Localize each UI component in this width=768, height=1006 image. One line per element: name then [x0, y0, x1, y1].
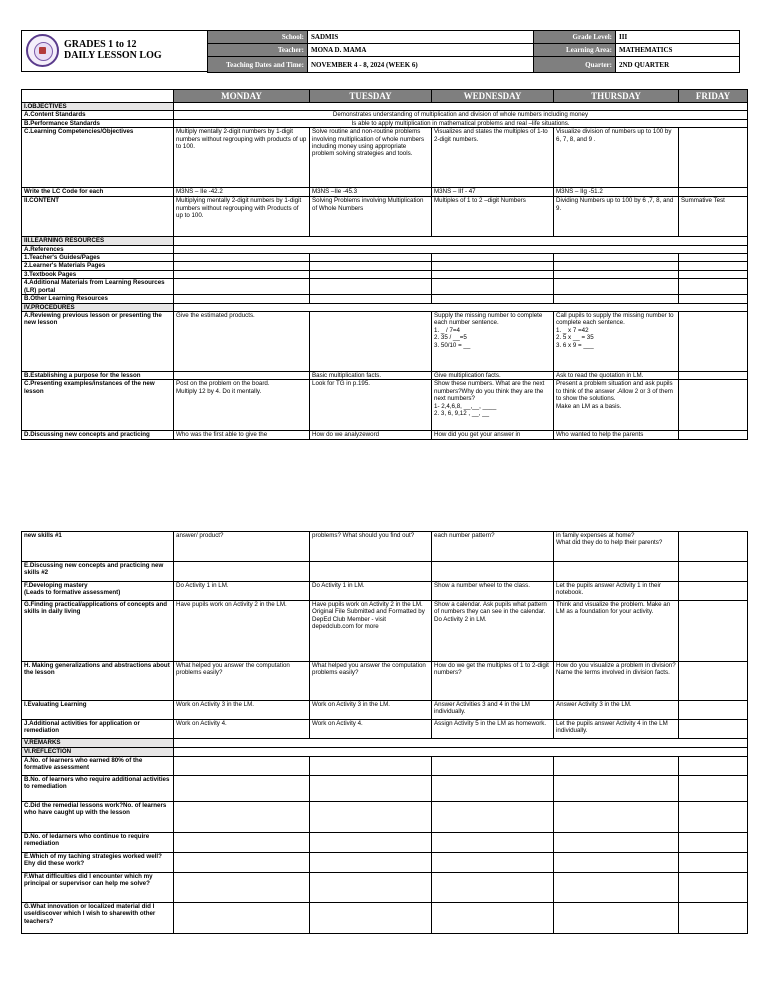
competency-monday: Multiply mentally 2-digit numbers by 1-digit numbers without regrouping with products of up to 100. [174, 128, 310, 188]
lc-code-wednesday: M3NS – IIf - 47 [432, 188, 554, 197]
presenting-row [22, 380, 748, 431]
lesson-table-part-2 [21, 531, 748, 934]
content-standards-value: Demonstrates understanding of multiplication and division of whole numbers including money [174, 111, 748, 119]
mastery-friday [679, 582, 748, 601]
area-value: MATHEMATICS [616, 44, 740, 57]
competencies-label: C.Learning Competencies/Objectives [22, 128, 174, 188]
resource-row [22, 279, 748, 295]
purpose-thursday: Ask to read the quotation in LM. [554, 372, 679, 380]
review-thursday: Call pupils to supply the missing number to complete each sentence. 1. _ x 7 =42 2. 5 x __ = 35 3. 6 x 9 = ___ [554, 312, 679, 372]
performance-standards-row [22, 119, 748, 127]
additional-friday [679, 720, 748, 739]
generalizations-wednesday: How do we get the multiples of 1 to 2-digit numbers? [432, 662, 554, 701]
objectives-row [22, 103, 748, 111]
mastery-row [22, 582, 748, 601]
evaluating-label: I.Evaluating Learning [22, 701, 174, 720]
review-wednesday: Supply the missing number to complete each number sentence. 1. _ / 7=4 2. 35 / __=5 3. 50/10 = __ [432, 312, 554, 372]
review-monday: Give the estimated products. [174, 312, 310, 372]
reflection-row [22, 833, 748, 853]
lesson-table-part-1 [21, 89, 748, 440]
reflection-row [22, 853, 748, 873]
resource-label: B.Other Learning Resources [22, 295, 174, 303]
mastery-label: F.Developing mastery (Leads to formative assessment) [22, 582, 174, 601]
additional-row [22, 720, 748, 739]
review-tuesday [310, 312, 432, 372]
procedures-title: IV.PROCEDURES [22, 303, 174, 311]
reflection-row [22, 903, 748, 934]
purpose-row [22, 372, 748, 380]
remarks-title: V.REMARKS [22, 739, 174, 748]
generalizations-monday: What helped you answer the computation problems easily? [174, 662, 310, 701]
competency-thursday: Visualize division of numbers up to 100 by 6, 7, 8, and 9 . [554, 128, 679, 188]
teacher-value: MONA D. MAMA [308, 44, 534, 57]
evaluating-wednesday: Answer Activities 3 and 4 in the LM individually. [432, 701, 554, 720]
content-row [22, 197, 748, 237]
reflection-label: A.No. of learners who earned 80% of the formative assessment [22, 757, 174, 776]
discussing-1-thursday-start: Who wanted to help the parents [554, 431, 679, 439]
competency-wednesday: Visualizes and states the multiples of 1-to 2-digit numbers. [432, 128, 554, 188]
reflection-label: D.No. of ledarners who continue to require remediation [22, 833, 174, 853]
resource-row [22, 254, 748, 262]
purpose-monday [174, 372, 310, 380]
lc-code-friday [679, 188, 748, 197]
discussing-1-wednesday-start: How did you get your answer in [432, 431, 554, 439]
review-label: A.Reviewing previous lesson or presenting the new lesson [22, 312, 174, 372]
reflection-row [22, 802, 748, 833]
lc-code-monday: M3NS – IIe -42.2 [174, 188, 310, 197]
lc-code-thursday: M3NS – IIg -51.2 [554, 188, 679, 197]
content-tuesday: Solving Problems involving Multiplication of Whole Numbers [310, 197, 432, 237]
evaluating-thursday: Answer Activity 3 in the LM. [554, 701, 679, 720]
presenting-monday: Post on the problem on the board. Multiply 12 by 4. Do it mentally. [174, 380, 310, 431]
review-row [22, 312, 748, 372]
performance-standards-label: B.Performance Standards [22, 119, 174, 127]
mastery-thursday: Let the pupils answer Activity 1 in their notebook. [554, 582, 679, 601]
generalizations-label: H. Making generalizations and abstractions about the lesson [22, 662, 174, 701]
content-monday: Multiplying mentally 2-digit numbers by 1-digit numbers without regrouping with Products of up to 100. [174, 197, 310, 237]
purpose-wednesday: Give multiplication facts. [432, 372, 554, 380]
reflection-row [22, 776, 748, 802]
evaluating-tuesday: Work on Activity 3 in the LM. [310, 701, 432, 720]
competency-tuesday: Solve routine and non-routine problems involving multiplication of whole numbers including money using appropriate problem solving strategies and tools. [310, 128, 432, 188]
practical-row [22, 601, 748, 662]
reflection-row [22, 757, 748, 776]
lc-code-label: Write the LC Code for each [22, 188, 174, 197]
presenting-thursday: Present a problem situation and ask pupils to think of the answer .Allow 2 or 3 of them to show the solutions. Make an LM as a basis. [554, 380, 679, 431]
purpose-friday [679, 372, 748, 380]
purpose-tuesday: Basic multiplication facts. [310, 372, 432, 380]
additional-wednesday: Assign Activity 5 in the LM as homework. [432, 720, 554, 739]
evaluating-row [22, 701, 748, 720]
resource-label: 4.Additional Materials from Learning Resources (LR) portal [22, 279, 174, 295]
teacher-label: Teacher: [208, 44, 308, 57]
discussing-1-friday-end [679, 532, 748, 562]
additional-label: J.Additional activities for application or remediation [22, 720, 174, 739]
resource-row [22, 245, 748, 253]
reflection-label: E.Which of my taching strategies worked well?Ehy did these work? [22, 853, 174, 873]
title-line-2: DAILY LESSON LOG [64, 50, 162, 61]
resources-title-row [22, 237, 748, 245]
mastery-monday: Do Activity 1 in LM. [174, 582, 310, 601]
reflection-label: C.Did the remedial lessons work?No. of learners who have caught up with the lesson [22, 802, 174, 833]
content-friday: Summative Test [679, 197, 748, 237]
discussing-1-thursday-end: in family expenses at home? What did they do to help their parents? [554, 532, 679, 562]
performance-standards-value: Is able to apply multiplication in mathematical problems and real –life situations. [174, 119, 748, 127]
additional-thursday: Let the pupils answer Activity 4 in the LM individually. [554, 720, 679, 739]
grade-value: III [616, 31, 740, 44]
practical-tuesday: Have pupils work on Activity 2 in the LM. Original File Submitted and Formatted by DepEd Club Member - visit depedclub.com for more [310, 601, 432, 662]
day-monday: MONDAY [174, 90, 310, 103]
resource-label: A.References [22, 245, 174, 253]
practical-friday [679, 601, 748, 662]
additional-monday: Work on Activity 4. [174, 720, 310, 739]
area-label: Learning Area: [534, 44, 616, 57]
objectives-title: I.OBJECTIVES [22, 103, 174, 111]
discussing-1-row-start [22, 431, 748, 439]
remarks-row [22, 739, 748, 748]
resource-row [22, 262, 748, 270]
header-title [64, 39, 162, 61]
generalizations-friday [679, 662, 748, 701]
reflection-title: VI.REFLECTION [22, 748, 174, 757]
discussing-1-label-start: D.Discussing new concepts and practicing [22, 431, 174, 439]
discussing-1-wednesday-end: each number pattern? [432, 532, 554, 562]
reflection-title-row [22, 748, 748, 757]
quarter-label: Quarter: [534, 57, 616, 73]
generalizations-tuesday: What helped you answer the computation problems easily? [310, 662, 432, 701]
lc-code-tuesday: M3NS –IIe -45.3 [310, 188, 432, 197]
presenting-tuesday: Look for TG in p.195. [310, 380, 432, 431]
purpose-label: B.Establishing a purpose for the lesson [22, 372, 174, 380]
competencies-row [22, 128, 748, 188]
discussing-1-friday-start [679, 431, 748, 439]
logo-title-cell [21, 30, 209, 72]
content-wednesday: Multiples of 1 to 2 –digit Numbers [432, 197, 554, 237]
generalizations-row [22, 662, 748, 701]
day-wednesday: WEDNESDAY [432, 90, 554, 103]
generalizations-thursday: How do you visualize a problem in division? Name the terms involved in division facts. [554, 662, 679, 701]
discussing-1-monday-start: Who was the first able to give the [174, 431, 310, 439]
school-value: SADMIS [308, 31, 534, 44]
resource-label: 1.Teacher's Guides/Pages [22, 254, 174, 262]
competency-friday [679, 128, 748, 188]
content-label: II.CONTENT [22, 197, 174, 237]
practical-monday: Have pupils work on Activity 2 in the LM. [174, 601, 310, 662]
discussing-1-label-end: new skills #1 [22, 532, 174, 562]
reflection-label: F.What difficulties did I encounter which my principal or supervisor can help me solve? [22, 873, 174, 903]
reflection-label: B.No. of learners who require additional activities to remediation [22, 776, 174, 802]
discussing-2-row [22, 562, 748, 582]
practical-wednesday: Show a calendar. Ask pupils what pattern of numbers they can see in the calendar. Do Activity 2 in LM. [432, 601, 554, 662]
title-line-1: GRADES 1 to 12 [64, 39, 137, 50]
practical-thursday: Think and visualize the problem. Make an LM as a foundation for your activity. [554, 601, 679, 662]
resources-title: III.LEARNING RESOURCES [22, 237, 174, 245]
resource-row [22, 295, 748, 303]
content-standards-row [22, 111, 748, 119]
mastery-tuesday: Do Activity 1 in LM. [310, 582, 432, 601]
resource-row [22, 270, 748, 278]
resource-label: 2.Learner's Materials Pages [22, 262, 174, 270]
reflection-label: G.What innovation or localized material did I use/discover which I wish to sharewith other teachers? [22, 903, 174, 934]
mastery-wednesday: Show a number wheel to the class. [432, 582, 554, 601]
dates-label: Teaching Dates and Time: [208, 57, 308, 73]
lc-code-row [22, 188, 748, 197]
resource-label: 3.Textbook Pages [22, 270, 174, 278]
review-friday [679, 312, 748, 372]
discussing-2-label: E.Discussing new concepts and practicing new skills #2 [22, 562, 174, 582]
discussing-1-row-end [22, 532, 748, 562]
additional-tuesday: Work on Activity 4. [310, 720, 432, 739]
presenting-wednesday: Show these numbers. What are the next numbers?Why do you think they are the next numbers? 1- 2,4,6,8, __,__, ____ 2. 3, 6, 9,12 , __, __ [432, 380, 554, 431]
content-thursday: Dividing Numbers up to 100 by 6 ,7, 8, and 9. [554, 197, 679, 237]
header [21, 30, 747, 72]
practical-label: G.Finding practical/applications of concepts and skills in daily living [22, 601, 174, 662]
discussing-1-tuesday-end: problems? What should you find out? [310, 532, 432, 562]
evaluating-friday [679, 701, 748, 720]
day-tuesday: TUESDAY [310, 90, 432, 103]
presenting-friday [679, 380, 748, 431]
procedures-title-row [22, 303, 748, 311]
discussing-1-monday-end: answer/ product? [174, 532, 310, 562]
presenting-label: C.Presenting examples/instances of the new lesson [22, 380, 174, 431]
grade-label: Grade Level: [534, 31, 616, 44]
header-info-table [207, 30, 740, 73]
day-friday: FRIDAY [679, 90, 748, 103]
evaluating-monday: Work on Activity 3 in the LM. [174, 701, 310, 720]
school-label: School: [208, 31, 308, 44]
quarter-value: 2ND QUARTER [616, 57, 740, 73]
discussing-1-tuesday-start: How do we analyzeword [310, 431, 432, 439]
content-standards-label: A.Content Standards [22, 111, 174, 119]
reflection-row [22, 873, 748, 903]
day-header-row [22, 90, 748, 103]
day-thursday: THURSDAY [554, 90, 679, 103]
deped-seal-icon [26, 34, 59, 67]
dates-value: NOVEMBER 4 - 8, 2024 (WEEK 6) [308, 57, 534, 73]
